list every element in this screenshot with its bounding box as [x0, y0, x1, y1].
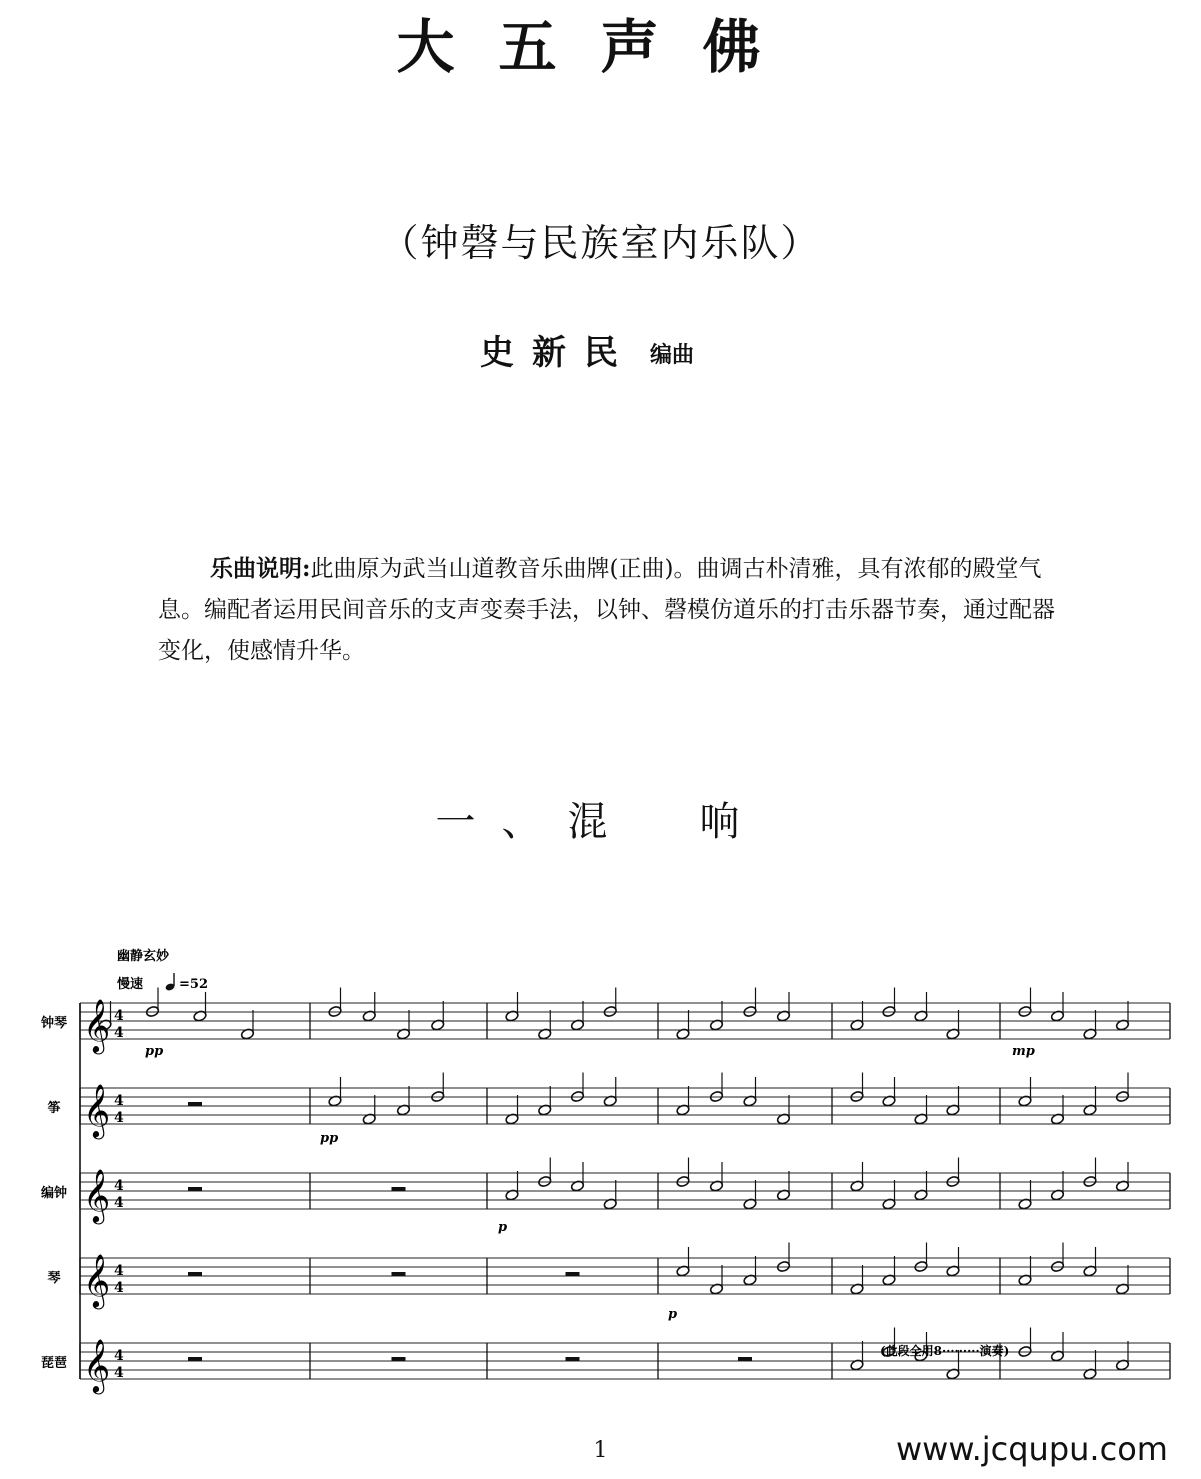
dynamic-mark: p: [498, 1220, 508, 1235]
dynamic-mark: p: [668, 1307, 678, 1322]
subtitle: （钟磬与民族室内乐队）: [380, 221, 821, 265]
page-number: 1: [593, 1438, 608, 1463]
instrument-label: 钟琴: [40, 1016, 68, 1031]
treble-clef-icon: 𝄞: [83, 998, 111, 1052]
time-signature-bottom: 4: [114, 1195, 124, 1211]
time-signature-bottom: 4: [114, 1365, 124, 1381]
whole-rest-icon: [392, 1357, 406, 1361]
tempo-note-icon: [165, 973, 176, 992]
description: [158, 548, 1058, 672]
tempo-label: 慢速: [117, 977, 144, 992]
dynamic-mark: pp: [145, 1044, 164, 1059]
treble-clef-icon: 𝄞: [83, 1338, 111, 1392]
whole-rest-icon: [188, 1357, 202, 1361]
tempo-value: =52: [179, 977, 208, 992]
whole-rest-icon: [566, 1357, 580, 1361]
whole-rest-icon: [188, 1102, 202, 1106]
expression-mark: 幽静玄妙: [117, 949, 170, 964]
instrument-label: 琵琶: [40, 1356, 68, 1371]
dynamic-mark: pp: [320, 1131, 339, 1146]
composer-name: 史新民: [480, 333, 636, 373]
treble-clef-icon: 𝄞: [83, 1168, 111, 1222]
time-signature-top: 4: [114, 1263, 124, 1279]
whole-rest-icon: [738, 1357, 752, 1361]
whole-rest-icon: [392, 1272, 406, 1276]
dynamic-mark: mp: [1012, 1044, 1035, 1059]
time-signature-bottom: 4: [114, 1025, 124, 1041]
composer-role: 编曲: [650, 342, 695, 368]
description-text: 此曲原为武当山道教音乐曲牌(正曲)。曲调古朴清雅，具有浓郁的殿堂气息。编配者运用民间音乐的支声变奏手法，以钟、磬模仿道乐的打击乐器节奏，通过配器变化，使感情升华。: [158, 556, 1055, 664]
score-annotation: (此段全用8·········演奏): [880, 1344, 1010, 1358]
description-label: 乐曲说明:: [210, 555, 311, 582]
whole-rest-icon: [566, 1272, 580, 1276]
treble-clef-icon: 𝄞: [83, 1253, 111, 1307]
time-signature-bottom: 4: [114, 1110, 124, 1126]
instrument-label: 筝: [47, 1101, 61, 1116]
page-title: 大五声佛: [396, 13, 805, 81]
time-signature-top: 4: [114, 1178, 124, 1194]
instrument-label: 编钟: [40, 1186, 68, 1201]
time-signature-top: 4: [114, 1093, 124, 1109]
time-signature-top: 4: [114, 1348, 124, 1364]
instrument-label: 琴: [47, 1271, 61, 1286]
section-title: 一、混 响: [435, 799, 766, 845]
whole-rest-icon: [188, 1272, 202, 1276]
watermark: www.jcqupu.com: [896, 1430, 1168, 1468]
time-signature-bottom: 4: [114, 1280, 124, 1296]
whole-rest-icon: [392, 1187, 406, 1191]
treble-clef-icon: 𝄞: [83, 1083, 111, 1137]
music-score: [0, 930, 1201, 1430]
time-signature-top: 4: [114, 1008, 124, 1024]
whole-rest-icon: [188, 1187, 202, 1191]
